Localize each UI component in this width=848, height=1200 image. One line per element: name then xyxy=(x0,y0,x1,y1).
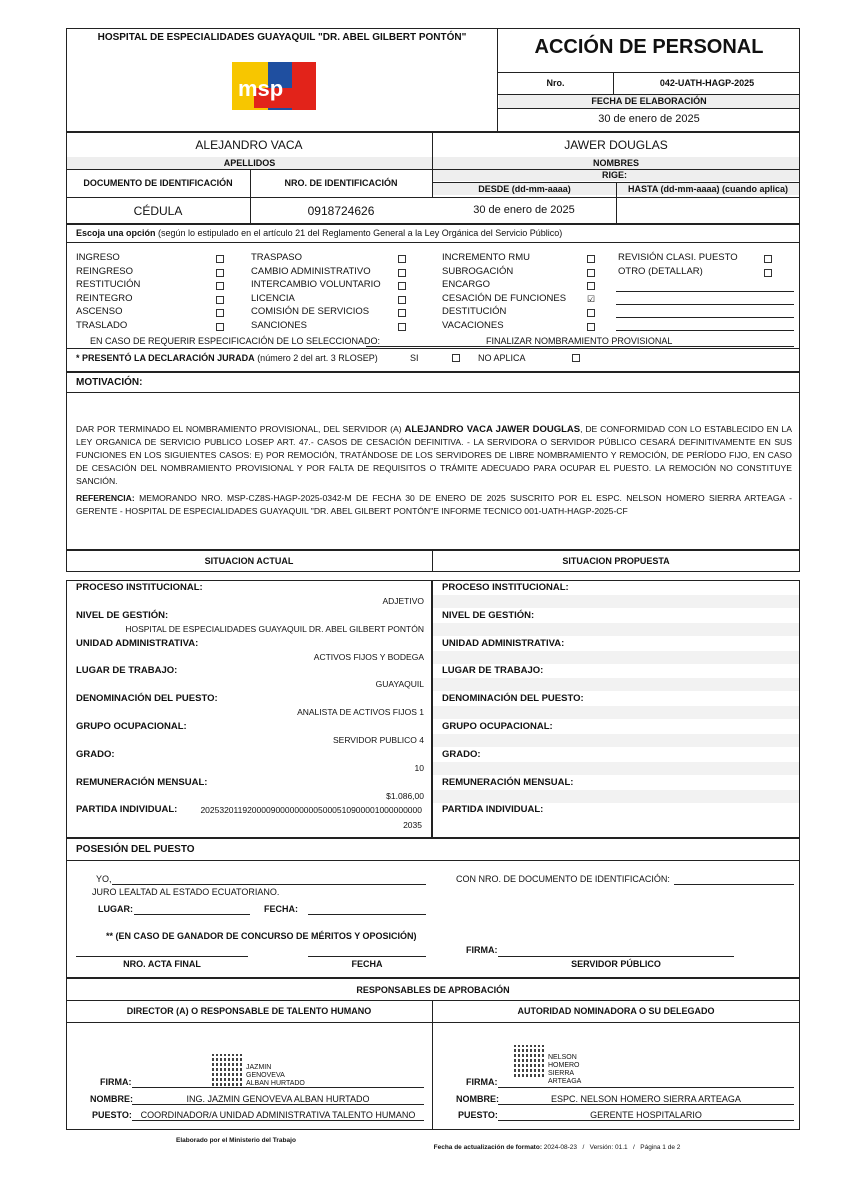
posesion-firma-label: FIRMA: xyxy=(466,945,498,955)
option-label: REINTEGRO xyxy=(76,292,133,304)
actual-field-label: REMUNERACIÓN MENSUAL: xyxy=(76,776,208,788)
hasta-label: HASTA (dd-mm-aaaa) (cuando aplica) xyxy=(617,183,799,195)
option-label: CAMBIO ADMINISTRATIVO xyxy=(251,265,371,277)
posesion-fecha2-label: FECHA xyxy=(351,959,383,969)
otro-detail-line xyxy=(616,330,794,331)
propuesta-field-value xyxy=(433,762,799,775)
fecha-elaboracion-value: 30 de enero de 2025 xyxy=(598,113,700,125)
right-firma-label: FIRMA: xyxy=(466,1077,498,1087)
posesion-box xyxy=(66,838,800,978)
actual-field-label: UNIDAD ADMINISTRATIVA: xyxy=(76,637,199,649)
option-checkbox[interactable] xyxy=(764,255,772,263)
footer-left: Elaborado por el Ministerio del Trabajo xyxy=(176,1137,296,1144)
option-label: LICENCIA xyxy=(251,292,295,304)
option-label: REINGRESO xyxy=(76,265,134,277)
posesion-juro: JURO LEALTAD AL ESTADO ECUATORIANO. xyxy=(92,887,280,897)
propuesta-field-value xyxy=(433,595,799,608)
propuesta-field-label: PROCESO INSTITUCIONAL: xyxy=(442,582,569,593)
right-signature-text: NELSON HOMERO SIERRA ARTEAGA xyxy=(548,1054,582,1085)
actual-field-value: ANALISTA DE ACTIVOS FIJOS 1 xyxy=(297,707,424,718)
actual-field-label: GRADO: xyxy=(76,748,115,760)
actual-field-label: PARTIDA INDIVIDUAL: xyxy=(76,804,178,816)
apellidos-label: APELLIDOS xyxy=(67,157,432,169)
posesion-lugar-label: LUGAR: xyxy=(98,904,133,914)
actual-field-value: GUAYAQUIL xyxy=(375,679,424,690)
propuesta-field-label: REMUNERACIÓN MENSUAL: xyxy=(442,776,574,788)
nombres-label: NOMBRES xyxy=(433,157,799,169)
option-checkbox[interactable]: ☑ xyxy=(587,293,596,304)
option-label: INTERCAMBIO VOLUNTARIO xyxy=(251,279,381,291)
option-checkbox[interactable] xyxy=(216,296,224,304)
nro-id-label: NRO. DE IDENTIFICACIÓN xyxy=(284,178,398,188)
option-checkbox[interactable] xyxy=(398,282,406,290)
option-label: CESACIÓN DE FUNCIONES xyxy=(442,292,567,304)
propuesta-field-value xyxy=(433,790,799,803)
motivacion-label: MOTIVACIÓN: xyxy=(76,377,143,388)
situacion-propuesta-title: SITUACION PROPUESTA xyxy=(562,556,670,566)
left-puesto-value: COORDINADOR/A UNIDAD ADMINISTRATIVA TALENTO HUMANO xyxy=(140,1110,416,1120)
actual-field-value: HOSPITAL DE ESPECIALIDADES GUAYAQUIL DR. ABEL GILBERT PONTÓN xyxy=(125,623,424,634)
option-checkbox[interactable] xyxy=(216,309,224,317)
posesion-yo: YO, xyxy=(96,874,112,884)
left-signature-text: JAZMIN GENOVEVA ALBAN HURTADO xyxy=(246,1064,305,1087)
partida-value-1: 20253201192000090000000005000510900001000000000 xyxy=(200,805,422,815)
actual-field-value: 10 xyxy=(414,762,424,773)
hospital-name: HOSPITAL DE ESPECIALIDADES GUAYAQUIL "DR. ABEL GILBERT PONTÓN" xyxy=(97,32,467,43)
left-firma-label: FIRMA: xyxy=(100,1077,132,1087)
option-label: INGRESO xyxy=(76,252,120,263)
actual-field-label: NIVEL DE GESTIÓN: xyxy=(76,609,169,621)
propuesta-field-value xyxy=(433,678,799,691)
propuesta-field-label: PARTIDA INDIVIDUAL: xyxy=(442,804,544,816)
referencia-text: REFERENCIA: MEMORANDO NRO. MSP-CZ8S-HAGP-2025-0342-M DE FECHA 30 DE ENERO DE 2025 SUSCRITO POR EL ESPC. NELSON HOMERO SIERRA ARTEAGA - GERENTE - HOSPITAL DE ESPECIALIDADES GUAYAQUIL "DR. ABEL GILBERT PONTÓN"E INFORME TECNICO 001-UATH-HAGP-2025-CF xyxy=(76,493,792,516)
option-checkbox[interactable] xyxy=(216,282,224,290)
option-label: INCREMENTO RMU xyxy=(442,252,530,263)
option-checkbox[interactable] xyxy=(398,323,406,331)
msp-logo xyxy=(228,58,320,114)
option-label: RESTITUCIÓN xyxy=(76,279,141,291)
apellidos-value: ALEJANDRO VACA xyxy=(195,138,303,152)
specification-label: EN CASO DE REQUERIR ESPECIFICACIÓN DE LO SELECCIONADO: xyxy=(90,336,381,346)
declaracion-si: SI xyxy=(410,353,419,363)
option-label: DESTITUCIÓN xyxy=(442,306,507,318)
options-header: Escoja una opción (según lo estipulado en el artículo 21 del Reglamento General a la Ley Orgánica del Servicio Público) xyxy=(76,228,563,238)
desde-value: 30 de enero de 2025 xyxy=(473,204,575,216)
partida-value-2: 2035 xyxy=(403,820,422,830)
option-checkbox[interactable] xyxy=(587,309,595,317)
aprobacion-title: RESPONSABLES DE APROBACIÓN xyxy=(356,985,510,995)
option-checkbox[interactable] xyxy=(764,269,772,277)
right-puesto-label: PUESTO: xyxy=(458,1110,498,1120)
desde-label: DESDE (dd-mm-aaaa) xyxy=(433,183,616,195)
otro-detail-line xyxy=(616,317,794,318)
propuesta-field-label: LUGAR DE TRABAJO: xyxy=(442,665,544,677)
option-label: SANCIONES xyxy=(251,320,307,331)
propuesta-field-label: GRUPO OCUPACIONAL: xyxy=(442,721,553,732)
posesion-title: POSESIÓN DEL PUESTO xyxy=(76,844,195,855)
option-checkbox[interactable] xyxy=(398,309,406,317)
option-label: OTRO (DETALLAR) xyxy=(618,265,703,277)
otro-detail-line xyxy=(616,291,794,292)
situacion-actual-title: SITUACION ACTUAL xyxy=(204,556,294,566)
actual-field-value: ADJETIVO xyxy=(382,596,424,606)
option-checkbox[interactable] xyxy=(216,255,224,263)
footer-right: Fecha de actualización de formato: 2024-08-23 / Versión: 01.1 / Página 1 de 2 xyxy=(433,1144,681,1151)
option-checkbox[interactable] xyxy=(398,255,406,263)
declaracion-si-checkbox[interactable] xyxy=(452,354,460,362)
propuesta-field-label: GRADO: xyxy=(442,748,481,760)
option-label: ENCARGO xyxy=(442,279,491,291)
option-checkbox[interactable] xyxy=(587,323,595,331)
right-nombre-value: ESPC. NELSON HOMERO SIERRA ARTEAGA xyxy=(551,1094,741,1104)
option-checkbox[interactable] xyxy=(398,269,406,277)
otro-detail-line xyxy=(616,304,794,305)
actual-field-label: PROCESO INSTITUCIONAL: xyxy=(76,582,203,593)
declaracion-no-aplica-checkbox[interactable] xyxy=(572,354,580,362)
specification-value: FINALIZAR NOMBRAMIENTO PROVISIONAL xyxy=(486,336,673,346)
logo-text: msp xyxy=(238,76,284,101)
options-box xyxy=(66,224,800,372)
option-label: SUBROGACIÓN xyxy=(442,265,514,277)
propuesta-field-value xyxy=(433,734,799,747)
posesion-servidor-label: SERVIDOR PÚBLICO xyxy=(571,959,661,969)
option-checkbox[interactable] xyxy=(587,282,595,290)
option-checkbox[interactable] xyxy=(398,296,406,304)
option-checkbox[interactable] xyxy=(587,269,595,277)
option-checkbox[interactable] xyxy=(216,269,224,277)
motivacion-text: DAR POR TERMINADO EL NOMBRAMIENTO PROVISIONAL, DEL SERVIDOR (A) ALEJANDRO VACA JAWER DOUGLAS, DE CONFORMIDAD CON LO ESTABLECIDO EN LA LEY ORGANICA DE SERVICIO PUBLICO LOSEP ART. 47.- CASOS DE CESACIÓN DEFINITIVA. - LA SERVIDORA O SERVIDOR PÚBLICO CESARÁ DEFINITIVAMENTE EN SUS FUNCIONES EN LOS SIGUIENTES CASOS: E) POR REMOCIÓN, TRATÁNDOSE DE LOS SERVIDORES DE LIBRE NOMBRAMIENTO Y REMOCIÓN, DE PERÍODO FIJO, EN CASO DE CESACIÓN DEL NOMBRAMIENTO PROVISIONAL Y POR FALTA DE REQUISITOS O TRÁMITE ADECUADO PARA OCUPAR EL PUESTO. LA REMOCIÓN NO CONSTITUYE SANCIÓN. xyxy=(76,424,793,486)
option-label: VACACIONES xyxy=(442,320,504,331)
posesion-fecha-label: FECHA: xyxy=(264,904,298,914)
fecha-elaboracion-label: FECHA DE ELABORACIÓN xyxy=(499,95,799,108)
left-nombre-label: NOMBRE: xyxy=(90,1094,133,1104)
rige-label: RIGE: xyxy=(433,170,799,181)
posesion-acta-label: NRO. ACTA FINAL xyxy=(123,959,201,969)
actual-field-label: LUGAR DE TRABAJO: xyxy=(76,665,178,677)
propuesta-field-label: UNIDAD ADMINISTRATIVA: xyxy=(442,637,565,649)
option-label: REVISIÓN CLASI. PUESTO xyxy=(618,252,738,263)
option-label: TRASLADO xyxy=(76,320,128,331)
propuesta-field-value xyxy=(433,651,799,664)
aprobacion-left-title: DIRECTOR (A) O RESPONSABLE DE TALENTO HUMANO xyxy=(126,1006,372,1016)
propuesta-field-label: NIVEL DE GESTIÓN: xyxy=(442,609,535,621)
form-title: ACCIÓN DE PERSONAL xyxy=(534,36,764,58)
right-puesto-value: GERENTE HOSPITALARIO xyxy=(590,1110,702,1120)
nro-value: 042-UATH-HAGP-2025 xyxy=(659,78,755,88)
right-signature-qr xyxy=(514,1045,546,1077)
right-nombre-label: NOMBRE: xyxy=(456,1094,499,1104)
posesion-con-nro: CON NRO. DE DOCUMENTO DE IDENTIFICACIÓN: xyxy=(456,874,670,884)
nombres-value: JAWER DOUGLAS xyxy=(564,138,668,152)
option-label: ASCENSO xyxy=(76,306,123,318)
option-label: TRASPASO xyxy=(251,252,303,263)
declaracion-no-aplica: NO APLICA xyxy=(478,353,526,363)
nro-label: Nro. xyxy=(546,78,565,88)
propuesta-field-value xyxy=(433,706,799,719)
posesion-concurso: ** (EN CASO DE GANADOR DE CONCURSO DE MÉRITOS Y OPOSICIÓN) xyxy=(106,931,417,941)
declaracion-text: * PRESENTÓ LA DECLARACIÓN JURADA (número 2 del art. 3 RLOSEP) xyxy=(76,353,378,363)
left-nombre-value: ING. JAZMIN GENOVEVA ALBAN HURTADO xyxy=(186,1094,370,1104)
actual-field-label: DENOMINACIÓN DEL PUESTO: xyxy=(76,693,218,705)
doc-value: CÉDULA xyxy=(133,204,183,218)
propuesta-field-value xyxy=(433,623,799,636)
option-checkbox[interactable] xyxy=(587,255,595,263)
actual-field-value: $1.086,00 xyxy=(386,790,424,801)
propuesta-field-label: DENOMINACIÓN DEL PUESTO: xyxy=(442,693,584,705)
option-checkbox[interactable] xyxy=(216,323,224,331)
actual-field-label: GRUPO OCUPACIONAL: xyxy=(76,721,187,732)
doc-label: DOCUMENTO DE IDENTIFICACIÓN xyxy=(83,178,233,188)
left-puesto-label: PUESTO: xyxy=(92,1110,132,1120)
option-label: COMISIÓN DE SERVICIOS xyxy=(251,306,370,318)
actual-field-value: ACTIVOS FIJOS Y BODEGA xyxy=(313,651,424,662)
left-signature-qr xyxy=(212,1054,244,1086)
nro-id-value: 0918724626 xyxy=(307,204,375,218)
actual-field-value: SERVIDOR PUBLICO 4 xyxy=(332,735,424,745)
aprobacion-right-title: AUTORIDAD NOMINADORA O SU DELEGADO xyxy=(517,1006,715,1016)
